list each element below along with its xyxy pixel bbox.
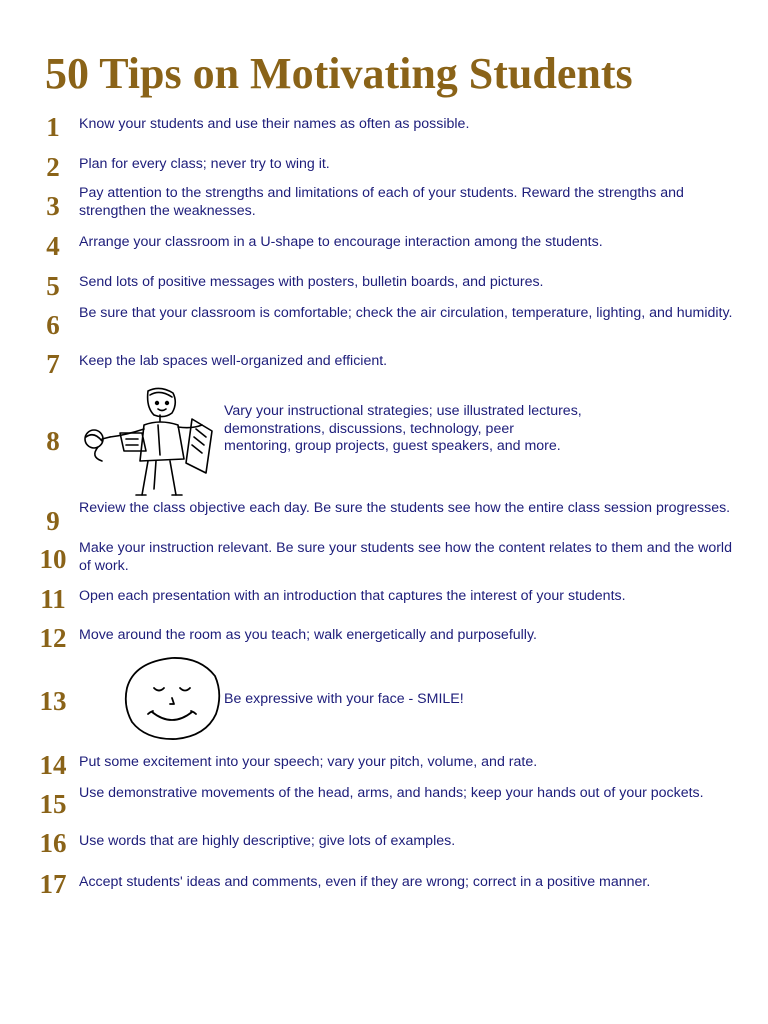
tip-text: Be expressive with your face - SMILE!	[224, 691, 464, 707]
tip-number: 13	[39, 686, 67, 716]
tip-number: 8	[46, 426, 60, 456]
tip-text: Use demonstrative movements of the head, arms, and hands; keep your hands out of your pockets.	[79, 785, 704, 801]
tip-number: 17	[39, 869, 67, 899]
tip-number: 1	[46, 112, 60, 142]
tip-number: 5	[46, 271, 60, 301]
tip-number: 4	[46, 231, 60, 261]
tip-number: 7	[46, 349, 60, 379]
tip-text: Move around the room as you teach; walk energetically and purposefully.	[79, 627, 537, 643]
tip-number: 9	[46, 506, 60, 536]
tip-text: Plan for every class; never try to wing it.	[79, 156, 330, 172]
tip-number: 2	[46, 152, 60, 182]
tip-text: Put some excitement into your speech; vary your pitch, volume, and rate.	[79, 754, 538, 770]
tip-number: 11	[40, 584, 66, 614]
tip-text: Arrange your classroom in a U-shape to encourage interaction among the students.	[79, 234, 603, 250]
page-title: 50 Tips on Motivating Students	[45, 49, 633, 98]
tip-number: 6	[46, 310, 60, 340]
tip-text: Review the class objective each day. Be sure the students see how the entire class session progresses.	[79, 500, 731, 516]
tip-text: Accept students' ideas and comments, even if they are wrong; correct in a positive manner.	[79, 874, 651, 890]
tip-text: Know your students and use their names as often as possible.	[79, 116, 470, 132]
tip-text: Pay attention to the strengths and limitations of each of your students. Reward the strengths and strengthen the weaknesses.	[79, 185, 684, 219]
tip-text: Be sure that your classroom is comfortable; check the air circulation, temperature, lighting, and humidity.	[79, 305, 733, 321]
tip-number: 12	[39, 623, 67, 653]
tip-text: Open each presentation with an introduction that captures the interest of your students.	[79, 588, 626, 604]
tip-number: 14	[39, 750, 67, 780]
tip-text: Keep the lab spaces well-organized and efficient.	[79, 353, 388, 369]
tip-text: Make your instruction relevant. Be sure your students see how the content relates to them and the world of work.	[79, 540, 732, 574]
tip-text: Send lots of positive messages with posters, bulletin boards, and pictures.	[79, 274, 544, 290]
tip-number: 10	[39, 544, 67, 574]
smiley-face-illustration	[122, 654, 224, 749]
tip-number: 3	[46, 191, 60, 221]
tip-text: Use words that are highly descriptive; give lots of examples.	[79, 833, 456, 849]
tip-number: 15	[39, 789, 67, 819]
tip-number: 16	[39, 828, 67, 858]
teacher-illustration	[80, 385, 220, 502]
tip-text: Vary your instructional strategies; use illustrated lectures, demonstrations, discussions, technology, peer mentoring, group projects, guest speakers, and more.	[224, 403, 582, 454]
